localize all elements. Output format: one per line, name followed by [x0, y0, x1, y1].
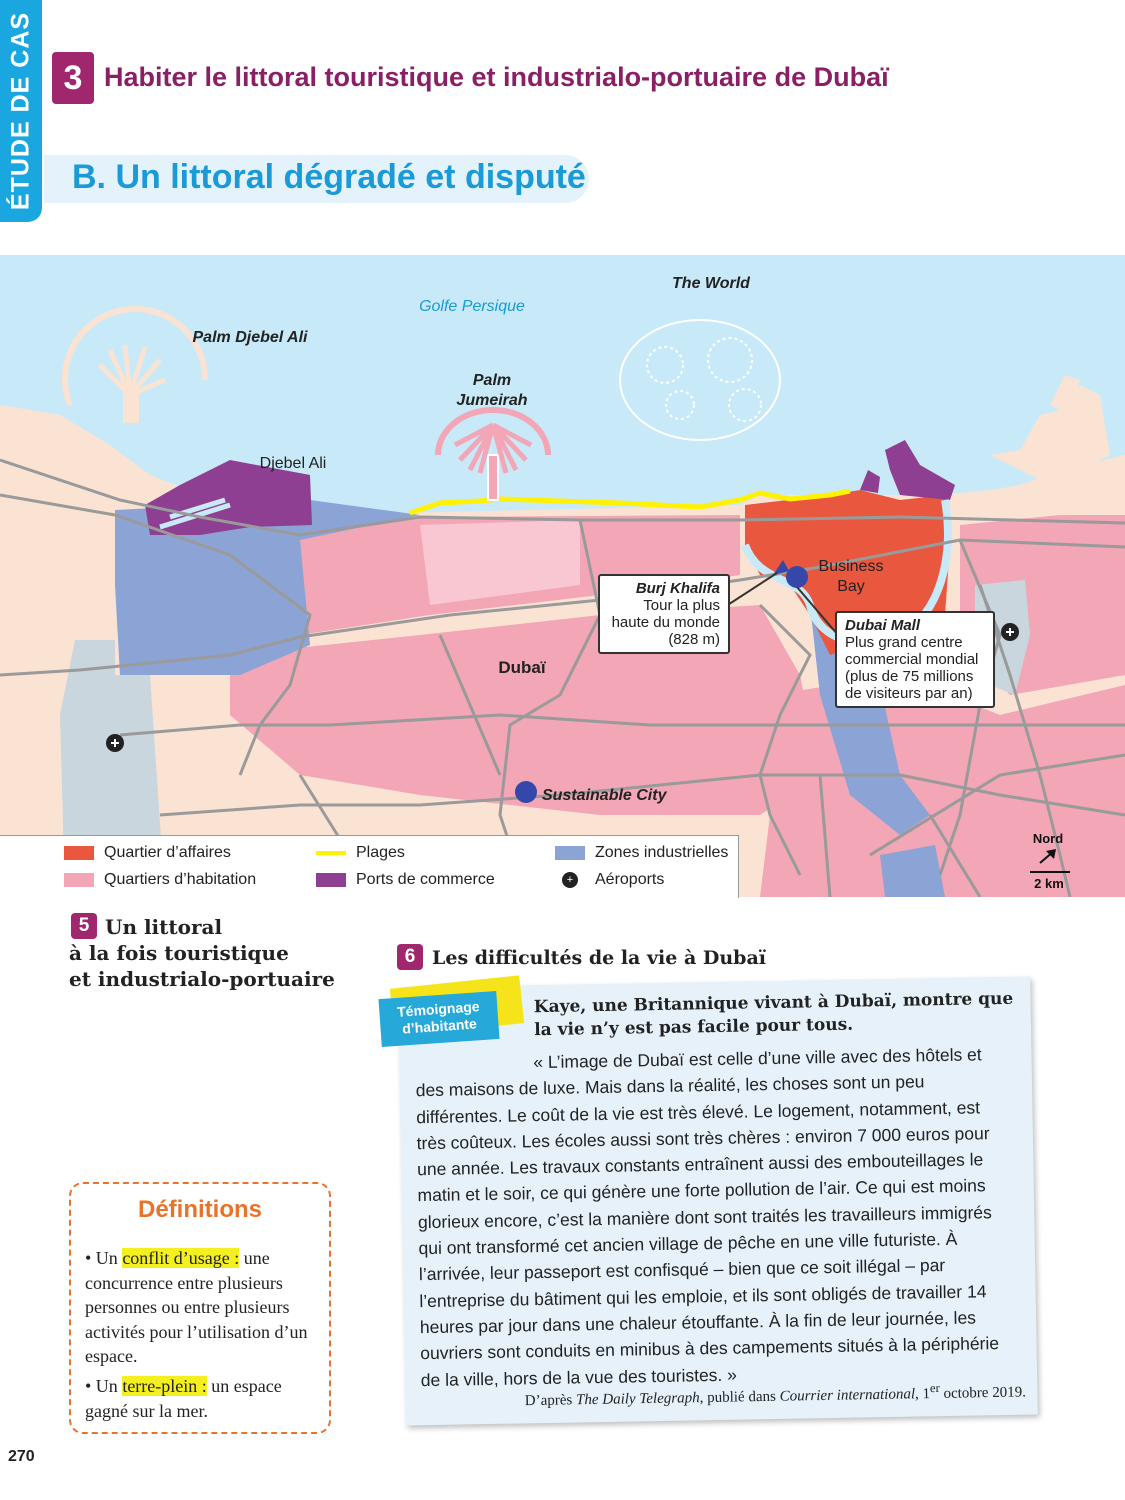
callout-dubai-mall [835, 611, 995, 708]
label-palm-jumeirah: Palm [472, 372, 512, 389]
source-newspaper: The Daily Telegraph [575, 1390, 700, 1409]
callout-mall-text: commercial mondial [845, 651, 979, 668]
source-text: , publié dans [699, 1388, 780, 1407]
source-text: , 1 [914, 1386, 931, 1403]
testimony-badge [378, 991, 499, 1047]
badge-label: Témoignage [396, 998, 480, 1020]
label-palm-jumeirah: Jumeirah [456, 392, 528, 409]
legend-label: Aéroports [595, 871, 665, 888]
chapter-title: Habiter le littoral touristique et industrialo-portuaire de Dubaï [104, 62, 889, 92]
callout-mall-title: Dubai Mall [845, 617, 921, 634]
doc5-title: Un littoral [105, 915, 223, 939]
testimony-intro: Kaye, une Britannique vivant à Dubaï, montre que la vie n’y est pas facile pour tous. [533, 988, 1014, 1041]
legend-airports [555, 871, 664, 889]
testimony-quote: « L’image de Dubaï est celle d’une ville avec des hôtels et des maisons de luxe. Mais dans la réalité, les choses sont un peu différentes. Le coût de la vie est très élevé. Le logement, notamment, est très coûteux. Les écoles aussi sont très chères : environ 7 000 euros pour une année. Les travaux constants entraînent aussi des embouteillages le matin et le soir, ce qui génère une forte pollution de l’air. Ce qui est moins glorieux encore, c’est la manière dont sont traités les travailleurs immigrés qui ont transformé cet ancien village de pêche en une ville futuriste. À l’arrivée, leur passeport est confisqué – bien que ce soit illégal – par l’entreprise du bâtiment qui les emploie, et ils sont obligés de travailler 14 heures par jour dans une chaleur étouffante. À la fin de leur journée, les ouvriers sont conduits en minibus à des campements situés à la périphérie de la ville, hors de la vue des touristes. » [415, 1044, 1000, 1390]
legend-ports [316, 871, 495, 889]
definition-item [85, 1246, 317, 1369]
doc5-title: à la fois touristique [69, 941, 289, 965]
legend-label: Ports de commerce [356, 871, 495, 888]
definition-term: terre-plein : [122, 1376, 207, 1396]
label-business-bay: Bay [837, 578, 865, 595]
callout-burj-text: (828 m) [668, 631, 720, 648]
definition-item [85, 1374, 317, 1423]
callout-burj-text: Tour la plus [643, 597, 720, 614]
doc6-number: 6 [397, 944, 423, 970]
airport-icon: + [562, 872, 578, 888]
callout-mall-text: (plus de 75 millions [845, 668, 974, 685]
legend-beaches [316, 844, 405, 862]
page-number: 270 [8, 1448, 35, 1465]
source-text: D’après [524, 1392, 577, 1410]
callout-mall-text: de visiteurs par an) [845, 685, 973, 702]
chapter-number: 3 [52, 52, 94, 104]
callout-burj-title: Burj Khalifa [635, 580, 720, 597]
legend-label: Quartier d’affaires [104, 844, 231, 861]
doc5-number: 5 [71, 913, 97, 939]
source-magazine: Courrier international [779, 1386, 916, 1405]
label-the-world: The World [672, 275, 750, 292]
label-djebel-ali: Djebel Ali [259, 455, 327, 472]
map-legend [0, 835, 739, 898]
dubai-mall-icon [786, 566, 808, 588]
doc6-title: Les difficultés de la vie à Dubaï [432, 947, 766, 969]
callout-mall-text: Plus grand centre [845, 634, 963, 651]
definition-bullet: • Un [85, 1248, 123, 1268]
north-label: Nord [1032, 831, 1064, 846]
definition-term: conflit d’usage : [122, 1248, 240, 1268]
legend-swatch [555, 846, 585, 860]
legend-label: Zones industrielles [595, 844, 729, 861]
legend-swatch [316, 873, 346, 887]
definition-bullet: • Un [85, 1376, 123, 1396]
legend-label: Quartiers d’habitation [104, 871, 257, 888]
legend-swatch [64, 846, 94, 860]
sustainable-city-icon [515, 781, 537, 803]
legend-swatch [64, 873, 94, 887]
label-dubai: Dubaï [498, 658, 546, 677]
side-tab-label: ÉTUDE DE CAS [6, 11, 35, 211]
label-gulf: Golfe Persique [419, 298, 525, 315]
source-text: er [929, 1380, 940, 1396]
callout-burj-khalifa [598, 574, 730, 654]
definitions-title: Définitions [138, 1196, 262, 1223]
definition-text: une concurrence entre plusieurs personnes ou entre plusieurs activités pour l’utilisation d’un espace. [85, 1248, 308, 1366]
source-text: octobre 2019. [939, 1384, 1027, 1402]
legend-industry [555, 844, 728, 862]
side-tab [0, 0, 42, 222]
legend-label: Plages [356, 844, 405, 861]
definition-text: un espace gagné sur la mer. [85, 1376, 282, 1421]
label-sustainable-city: Sustainable City [542, 787, 667, 804]
badge-label: d’habitante [401, 1015, 478, 1037]
legend-business [64, 844, 231, 862]
callout-burj-text: haute du monde [611, 614, 720, 631]
doc5-title: et industrialo-portuaire [69, 967, 335, 991]
scale-label: 2 km [1034, 876, 1064, 891]
dubai-map [0, 255, 1125, 897]
legend-swatch [316, 851, 346, 855]
label-palm-djebel-ali: Palm Djebel Ali [192, 329, 308, 346]
legend-housing [64, 871, 256, 889]
section-title: B. Un littoral dégradé et disputé [72, 158, 586, 196]
definitions-box [69, 1182, 331, 1434]
label-business-bay: Business [818, 558, 884, 575]
